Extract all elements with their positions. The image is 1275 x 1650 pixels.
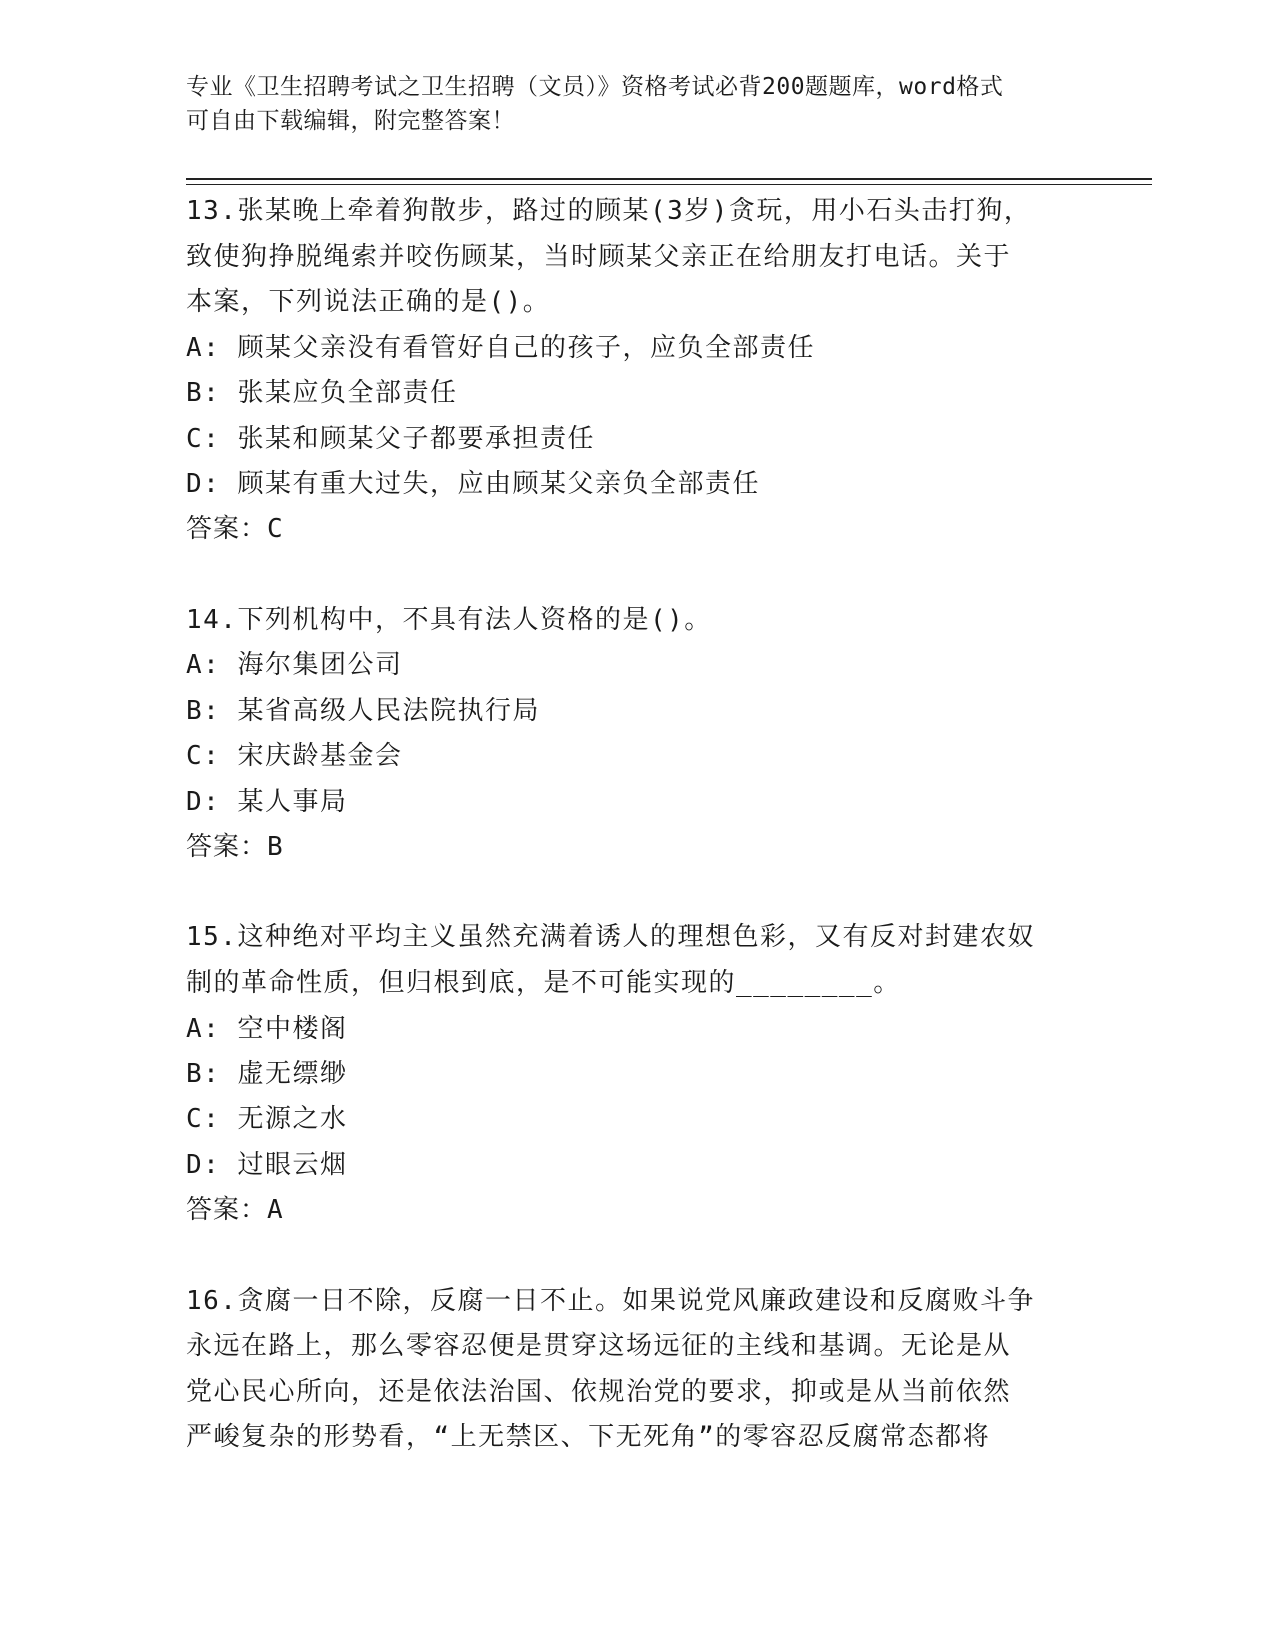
question-16 bbox=[186, 1279, 1086, 1461]
question-spacer bbox=[186, 553, 1086, 598]
option-b: B: 虚无缥缈 bbox=[186, 1059, 348, 1090]
option-a: A: 海尔集团公司 bbox=[186, 650, 403, 681]
question-text-line: 党心民心所向，还是依法治国、依规治党的要求，抑或是从当前依然 bbox=[186, 1376, 1012, 1407]
document-header bbox=[186, 70, 1086, 138]
option-d: D: 顾某有重大过失，应由顾某父亲负全部责任 bbox=[186, 469, 760, 499]
question-text-line: 致使狗挣脱绳索并咬伤顾某，当时顾某父亲正在给朋友打电话。关于 bbox=[186, 241, 1012, 272]
answer-line: 答案：B bbox=[186, 832, 284, 863]
question-13 bbox=[186, 189, 1086, 553]
question-text-line: 本案，下列说法正确的是()。 bbox=[186, 287, 551, 318]
option-a: A: 空中楼阁 bbox=[186, 1013, 348, 1044]
question-text-line: 永远在路上，那么零容忍便是贯穿这场远征的主线和基调。无论是从 bbox=[186, 1331, 1012, 1362]
answer-line: 答案：A bbox=[186, 1195, 284, 1226]
question-spacer bbox=[186, 1234, 1086, 1279]
question-text-line: 严峻复杂的形势看，“上无禁区、下无死角”的零容忍反腐常态都将 bbox=[186, 1422, 991, 1453]
question-spacer bbox=[186, 870, 1086, 915]
header-rule-thick bbox=[186, 178, 1152, 180]
header-rule-thin bbox=[186, 184, 1152, 185]
header-line-1: 专业《卫生招聘考试之卫生招聘（文员）》资格考试必背200题题库，word格式 bbox=[186, 74, 1004, 100]
header-line-2: 可自由下载编辑，附完整答案！ bbox=[186, 108, 515, 134]
option-a: A: 顾某父亲没有看管好自己的孩子，应负全部责任 bbox=[186, 332, 815, 363]
question-text-line: 14.下列机构中，不具有法人资格的是()。 bbox=[186, 604, 712, 635]
question-text-line: 15.这种绝对平均主义虽然充满着诱人的理想色彩，又有反对封建农奴 bbox=[186, 922, 1035, 953]
option-c: C: 宋庆龄基金会 bbox=[186, 741, 403, 772]
option-d: D: 过眼云烟 bbox=[186, 1149, 348, 1180]
question-15 bbox=[186, 915, 1086, 1233]
question-14 bbox=[186, 598, 1086, 871]
question-text-line: 制的革命性质，但归根到底，是不可能实现的________。 bbox=[186, 968, 901, 999]
option-b: B: 某省高级人民法院执行局 bbox=[186, 695, 540, 726]
question-text-line: 13.张某晚上牵着狗散步，路过的顾某(3岁)贪玩，用小石头击打狗， bbox=[186, 196, 1032, 226]
option-d: D: 某人事局 bbox=[186, 786, 348, 817]
option-c: C: 张某和顾某父子都要承担责任 bbox=[186, 423, 595, 454]
option-c: C: 无源之水 bbox=[186, 1104, 348, 1135]
answer-line: 答案：C bbox=[186, 514, 284, 545]
question-text-line: 16.贪腐一日不除，反腐一日不止。如果说党风廉政建设和反腐败斗争 bbox=[186, 1285, 1035, 1316]
option-b: B: 张某应负全部责任 bbox=[186, 378, 458, 409]
question-list bbox=[186, 189, 1086, 1461]
